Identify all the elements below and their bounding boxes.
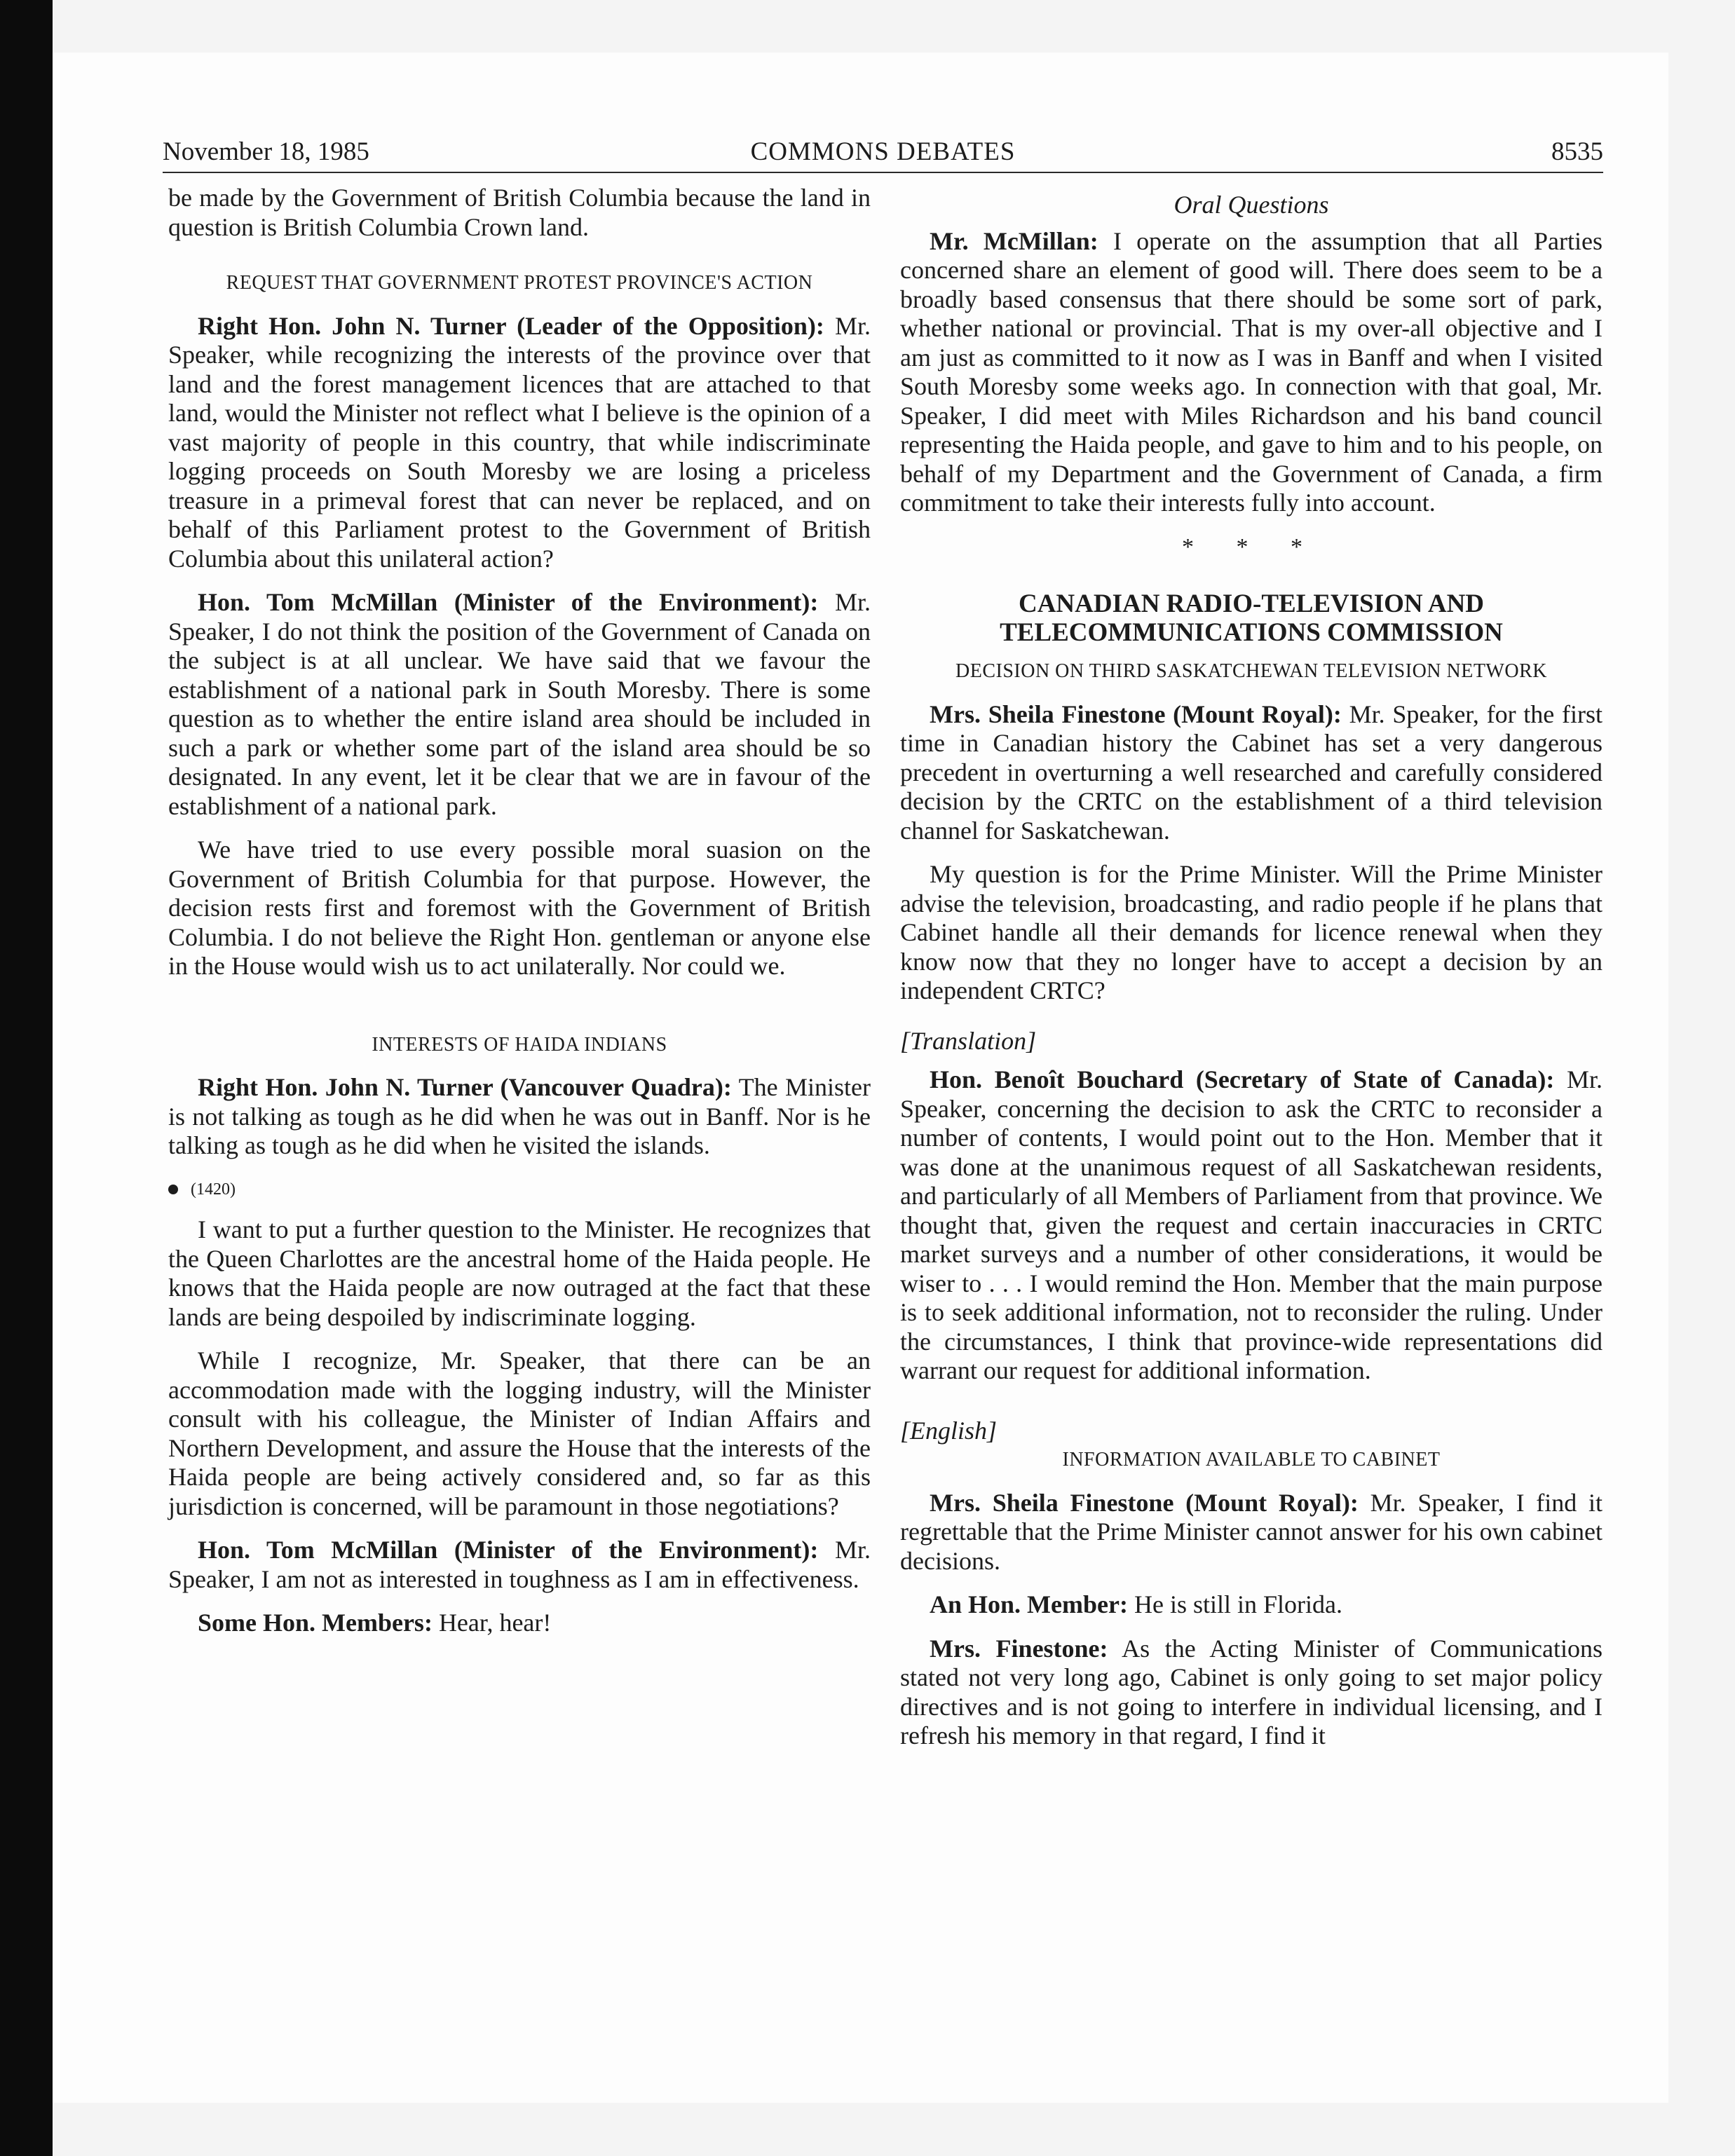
english-label: [English] bbox=[900, 1416, 998, 1445]
section-heading-saskatchewan: DECISION ON THIRD SASKATCHEWAN TELEVISION NETWORK bbox=[955, 660, 1547, 682]
speaker-name: Mrs. Sheila Finestone (Mount Royal): bbox=[930, 1488, 1359, 1517]
speaker-name: Some Hon. Members: bbox=[198, 1609, 433, 1637]
major-heading-line-1: CANADIAN RADIO-TELEVISION AND bbox=[1018, 589, 1485, 618]
speech-finestone-1-continued: My question is for the Prime Minister. Will the Prime Minister advise the television, broadcasting, and radio people if he plans that Cabinet handle all their demands for licence renewal when they know now that they no longer have to accept a decision by an independent CRTC? bbox=[900, 860, 1603, 1004]
major-heading bbox=[900, 589, 1603, 647]
speech-text: The Minister is not talking as tough as he did when he was out in Banff. Nor is he talking as tough as he did when he visited the islands. bbox=[168, 1073, 871, 1159]
intro-paragraph: be made by the Government of British Columbia because the land in question is British Columbia Crown land. bbox=[168, 184, 871, 241]
speech-text: As the Acting Minister of Communications stated not very long ago, Cabinet is only going to set major policy directives and is not going to interfere in individual licensing, and I refresh his memory in that regard, I find it bbox=[900, 1634, 1603, 1749]
right-column bbox=[900, 191, 1603, 1766]
speaker-name: Hon. Benoît Bouchard (Secretary of State of Canada): bbox=[930, 1065, 1555, 1093]
major-heading-line-2: TELECOMMUNICATIONS COMMISSION bbox=[1000, 618, 1503, 647]
speech-turner-2 bbox=[168, 1073, 871, 1161]
speech-text: I operate on the assumption that all Parties concerned share an element of good will. There does seem to be a broadly based consensus that there should be some sort of park, whether national or provincial. That is my over-all objective and I am just as committed to it now as I was in Banff and when I visited South Moresby some weeks ago. In connection with that goal, Mr. Speaker, I did meet with Miles Richardson and his band council representing the Haida people, and gave to him and to his people, on behalf of my Department and the Government of Canada, a firm commitment to take their interests fully into account. bbox=[900, 226, 1603, 517]
scan-border-right bbox=[1668, 0, 1735, 2156]
page-header bbox=[163, 137, 1603, 172]
speech-text: Mr. Speaker, while recognizing the interests of the province over that land and the forest management licences that are attached to that land, would the Minister not reflect what I believe is the opinion of a vast majority of people in this country, that while indiscriminate logging proceeds on South Moresby we are losing a priceless treasure in a primeval forest that can never be replaced, and on behalf of this Parliament protest to the Government of British Columbia about this unilateral action? bbox=[168, 311, 871, 573]
interjection-members bbox=[168, 1609, 871, 1638]
speech-text: Hear, hear! bbox=[432, 1609, 552, 1637]
speech-finestone-1 bbox=[900, 700, 1603, 846]
section-heading-cabinet: INFORMATION AVAILABLE TO CABINET bbox=[1062, 1449, 1441, 1471]
header-title: COMMONS DEBATES bbox=[750, 137, 1016, 166]
speech-text: Mr. Speaker, I find it regrettable that the Prime Minister cannot answer for his own cabinet decisions. bbox=[900, 1488, 1603, 1575]
speaker-name: Mrs. Finestone: bbox=[930, 1634, 1108, 1663]
speech-turner-2-continued: I want to put a further question to the Minister. He recognizes that the Queen Charlottes are the ancestral home of the Haida people. He knows that the Haida people are now outraged at the fact that these lands are being despoiled by indiscriminate logging. bbox=[168, 1215, 871, 1331]
scan-border-top bbox=[53, 0, 1735, 53]
speech-text: Mr. Speaker, I am not as interested in toughness as I am in effectiveness. bbox=[168, 1536, 871, 1593]
scan-border-bottom bbox=[53, 2103, 1735, 2156]
scan-border-left bbox=[0, 0, 53, 2156]
running-head: Oral Questions bbox=[1173, 191, 1329, 219]
section-separator: * * * bbox=[1182, 533, 1321, 560]
speech-mcmillan-1 bbox=[168, 588, 871, 821]
header-date: November 18, 1985 bbox=[163, 137, 369, 166]
speech-turner-2-continued-2: While I recognize, Mr. Speaker, that there can be an accommodation made with the logging industry, will the Minister consult with his colleague, the Minister of Indian Affairs and Northern Development, and assure the House that the interests of the Haida people are being actively considered and, so far as this jurisdiction is concerned, will be paramount in those negotiations? bbox=[168, 1346, 871, 1520]
translation-label: [Translation] bbox=[900, 1026, 1037, 1055]
speech-finestone-2 bbox=[900, 1489, 1603, 1576]
speaker-name: Mr. McMillan: bbox=[930, 226, 1098, 255]
header-page-number: 8535 bbox=[1551, 137, 1603, 166]
time-marker-text: (1420) bbox=[191, 1180, 236, 1199]
speech-finestone-3 bbox=[900, 1635, 1603, 1751]
section-heading-protest: REQUEST THAT GOVERNMENT PROTEST PROVINCE'S ACTION bbox=[226, 272, 813, 294]
speech-mcmillan-3 bbox=[900, 227, 1603, 518]
speech-mcmillan-1-continued: We have tried to use every possible moral suasion on the Government of British Columbia for that purpose. However, the decision rests first and foremost with the Government of British Columbia. I do not believe the Right Hon. gentleman or anyone else in the House would wish us to act unilaterally. Nor could we. bbox=[168, 835, 871, 980]
speech-text: Mr. Speaker, concerning the decision to ask the CRTC to reconsider a number of contents, I would point out to the Hon. Member that it was done at the unanimous request of all Saskatchewan residents, and particularly of all Members of Parliament from that province. We thought that, given the request and certain inaccuracies in CRTC market surveys and a number of other considerations, it would be wiser to . . . I would remind the Hon. Member that the main purpose is to seek additional information, not to reconsider the ruling. Under the circumstances, I think that province-wide representations did warrant our request for additional information. bbox=[900, 1065, 1603, 1384]
speech-text: Mr. Speaker, I do not think the position of the Government of Canada on the subject is at all unclear. We have said that we favour the establishment of a national park in South Moresby. There is some question as to whether the entire island area should be included in such a park or whether some part of the island area should be so designated. In any event, let it be clear that we are in favour of the establishment of a national park. bbox=[168, 588, 871, 820]
speaker-name: An Hon. Member: bbox=[930, 1590, 1128, 1618]
time-marker bbox=[168, 1175, 871, 1205]
interjection-member bbox=[900, 1590, 1603, 1620]
header-rule bbox=[163, 172, 1603, 173]
speech-text: He is still in Florida. bbox=[1127, 1590, 1342, 1618]
speech-bouchard bbox=[900, 1065, 1603, 1386]
section-heading-haida: INTERESTS OF HAIDA INDIANS bbox=[372, 1033, 667, 1056]
speech-text: Mr. Speaker, for the first time in Canadian history the Cabinet has set a very dangerous precedent in overturning a well researched and carefully considered decision by the CRTC on the establishment of a third television channel for Saskatchewan. bbox=[900, 700, 1603, 845]
speech-mcmillan-2 bbox=[168, 1536, 871, 1594]
left-column bbox=[168, 184, 871, 1653]
speaker-name: Right Hon. John N. Turner (Leader of the Opposition): bbox=[198, 311, 824, 340]
speaker-name: Hon. Tom McMillan (Minister of the Environment): bbox=[198, 1536, 819, 1564]
speaker-name: Mrs. Sheila Finestone (Mount Royal): bbox=[930, 700, 1342, 728]
speaker-name: Right Hon. John N. Turner (Vancouver Quadra): bbox=[198, 1073, 732, 1101]
speech-turner-1 bbox=[168, 312, 871, 574]
speaker-name: Hon. Tom McMillan (Minister of the Environment): bbox=[198, 588, 819, 616]
bullet-icon bbox=[168, 1185, 178, 1194]
